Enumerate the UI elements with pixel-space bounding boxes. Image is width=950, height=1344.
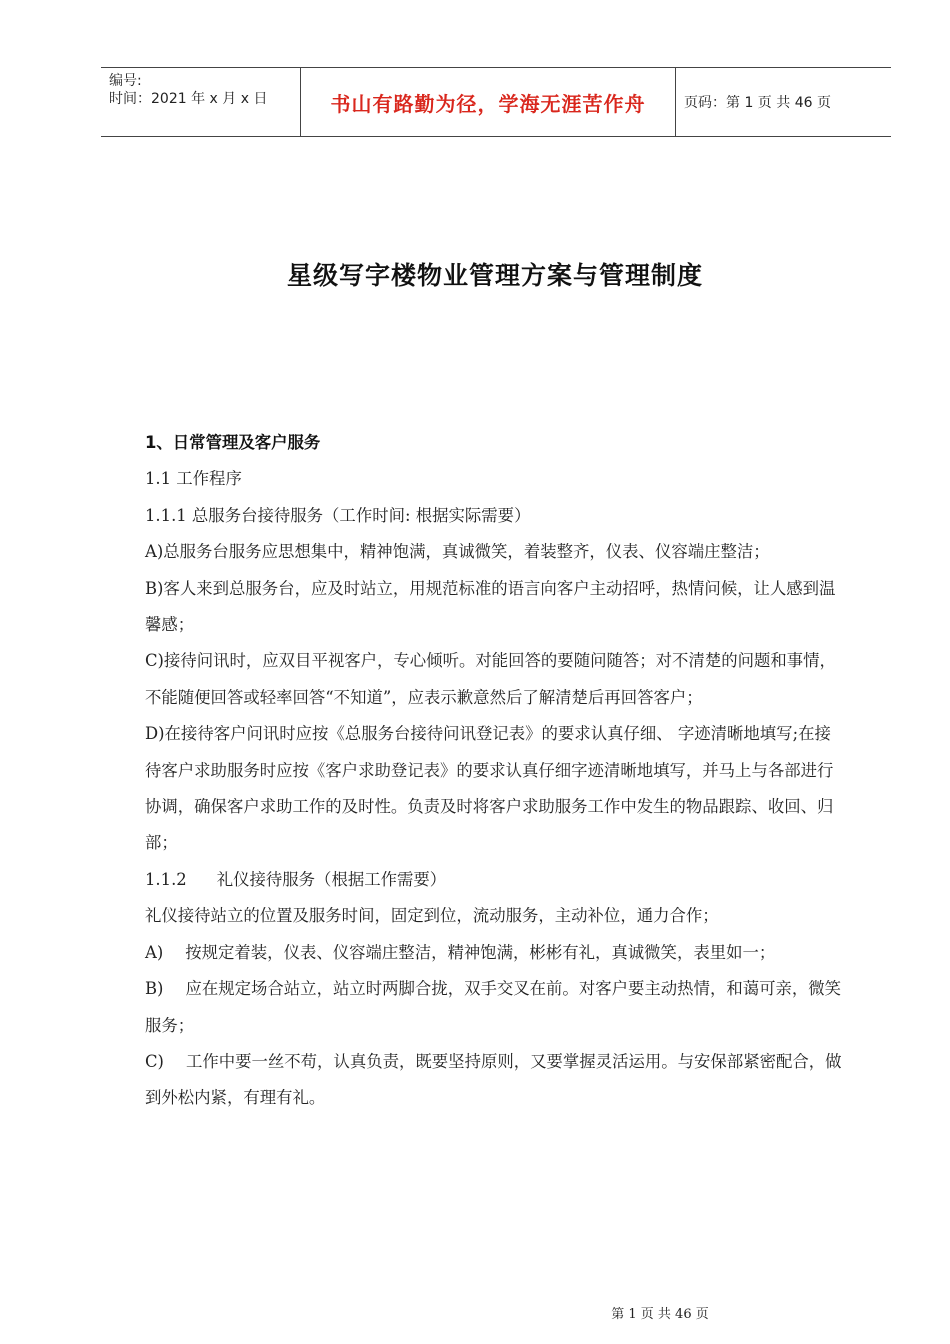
- paragraph: 礼仪接待站立的位置及服务时间，固定到位，流动服务，主动补位，通力合作；: [145, 906, 719, 926]
- document-body: [145, 425, 845, 1117]
- list-item-text: 按规定着装，仪表、仪容端庄整洁，精神饱满，彬彬有礼，真诚微笑，表里如一；: [185, 942, 776, 962]
- header-time-label: 时间：2021 年 x 月 x 日: [109, 91, 268, 107]
- page-footer: 第 1 页 共 46 页: [611, 1307, 709, 1322]
- paragraph: A)总服务台服务应思想集中，精神饱满，真诚微笑，着装整齐，仪表、仪容端庄整洁；: [145, 542, 770, 562]
- subsection-heading: 1.1.1 总服务台接待服务（工作时间: 根据实际需要）: [145, 505, 531, 525]
- paragraph: B)客人来到总服务台，应及时站立，用规范标准的语言向客户主动招呼，热情问候，让人感到温馨感；: [145, 578, 836, 635]
- list-item-text: 应在规定场合站立，站立时两脚合拢，双手交叉在前。对客户要主动热情，和蔼可亲，微笑服务；: [145, 979, 842, 1035]
- header-motto: 书山有路勤为径，学海无涯苦作舟: [301, 68, 676, 136]
- paragraph: C)接待问讯时，应双目平视客户，专心倾听。对能回答的要随问随答；对不清楚的问题和事情，不能随便回答或轻率回答“不知道”，应表示歉意然后了解清楚后再回答客户；: [145, 651, 836, 707]
- section-heading: 1、日常管理及客户服务: [145, 433, 321, 452]
- subsection-heading: [145, 862, 845, 898]
- paragraph: D)在接待客户问讯时应按《总服务台接待问讯登记表》的要求认真仔细、 字迹清晰地填写;在接待客户求助服务时应按《客户求助登记表》的要求认真仔细字迹清晰地填写，并马上与各部进行协调，确保客户求助工作的及时性。负责及时将客户求助服务工作中发生的物品跟踪、收回、归部；: [145, 724, 834, 853]
- header-number-label: 编号:: [109, 73, 142, 89]
- header-meta: [101, 68, 301, 136]
- list-item-label: B): [145, 979, 164, 999]
- list-item: [145, 1044, 845, 1117]
- list-item-text: 工作中要一丝不苟，认真负责，既要坚持原则，又要掌握灵活运用。与安保部紧密配合，做到外松内紧，有理有礼。: [145, 1051, 842, 1108]
- list-item-label: C): [145, 1051, 164, 1071]
- subsection-heading: 1.1 工作程序: [145, 469, 242, 489]
- header-page-info: 页码：第 1 页 共 46 页: [684, 95, 831, 111]
- document-title: 星级写字楼物业管理方案与管理制度: [286, 261, 703, 290]
- subsection-title: 礼仪接待服务（根据工作需要）: [216, 869, 447, 889]
- subsection-number: 1.1.2: [145, 869, 187, 889]
- list-item: [145, 971, 845, 1044]
- list-item: [145, 935, 845, 971]
- list-item-label: A): [145, 942, 164, 962]
- page-header: [101, 67, 891, 137]
